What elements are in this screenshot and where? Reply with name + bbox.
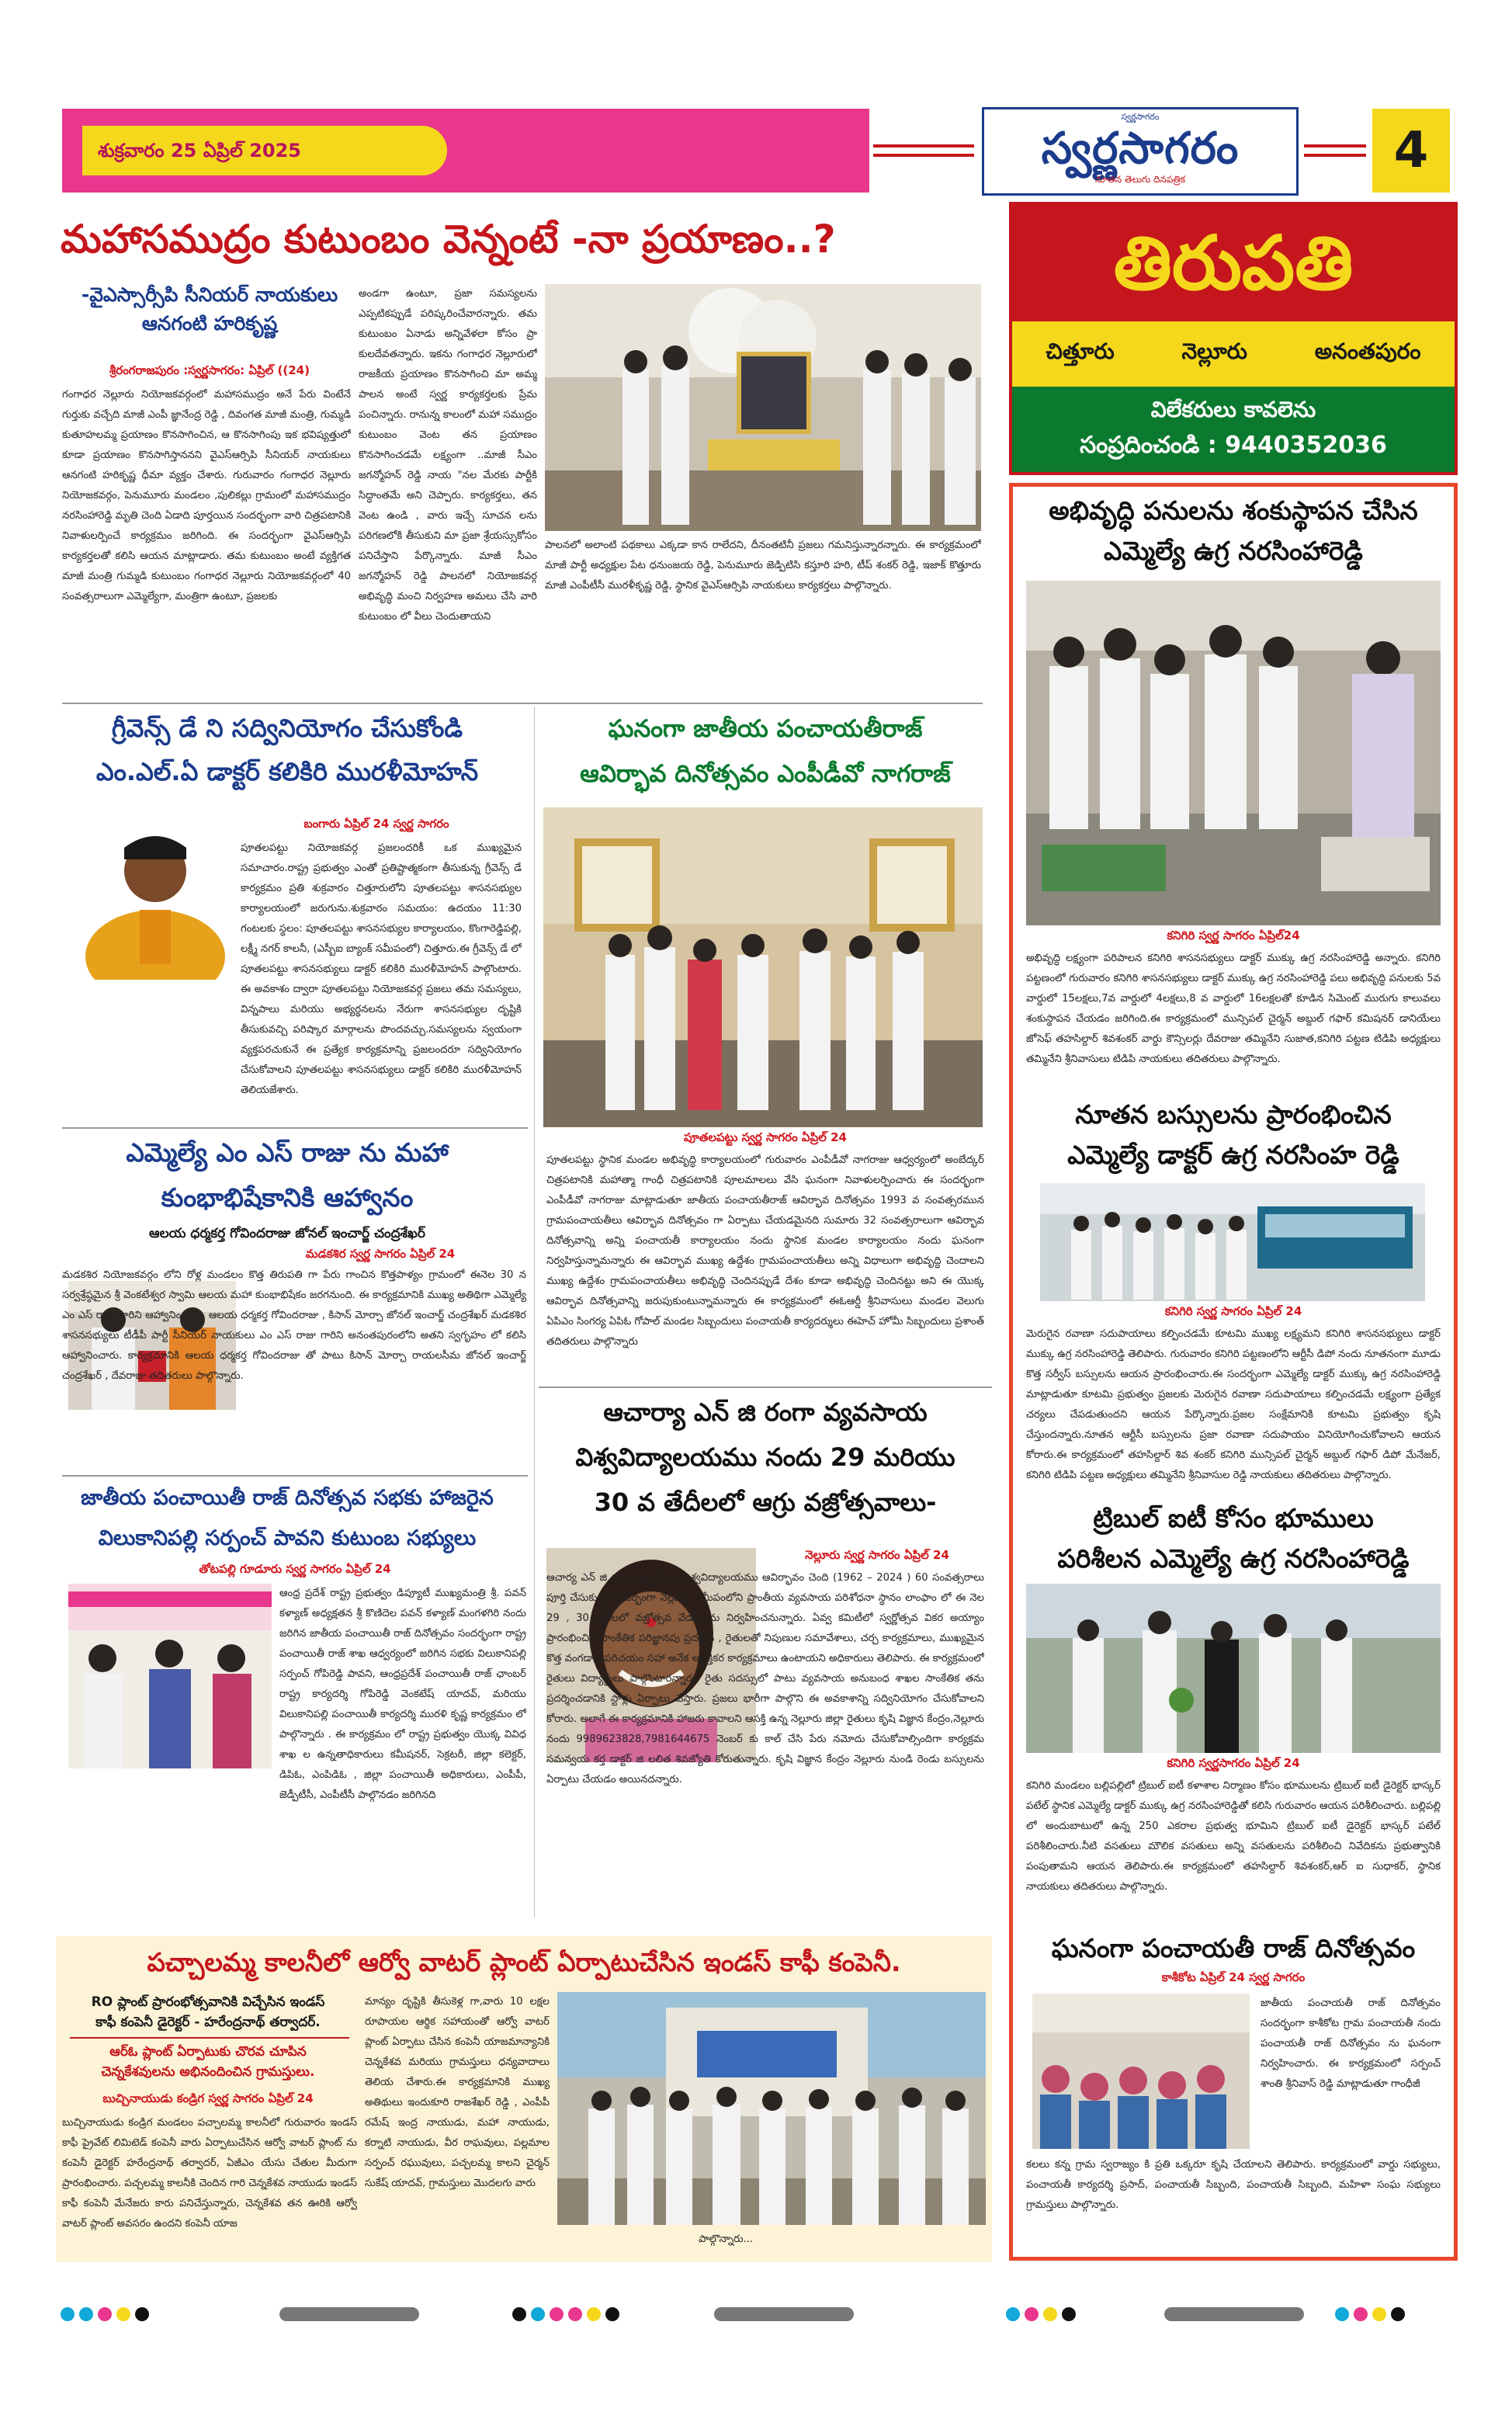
article4-photo: [68, 1584, 272, 1768]
footer-color-marks-end: [1335, 2307, 1410, 2324]
right2-text: మెరుగైన రవాణా సదుపాయాలు కల్పించడమే కూటమి ముఖ్య లక్ష్యమని కనిగిరి శాసనసభ్యులు డాక్టర్ ముక్కు ఉగ్ర నరసింహారెడ్డి తెలిపారు. గురువారం కనిగిరి పట్టణంలోని ఆర్టీసీ డిపో నందు నూతనంగా మూడు కొత్త సర్వీస్ బస్సులను ఆయన ప్రారంభించారు.ఈ సందర్భంగా ఎమ్మెల్యే డాక్టర్ ముక్కు ఉగ్ర నరసింహారెడ్డి మాట్లాడుతూ కూటమి ప్రభుత్వం ప్రజలకు మెరుగైన రవాణా సదుపాయాలు కల్పించడమే లక్ష్యంగా ప్రత్యేక చర్యలు చేపడుతుందని ఆయన పేర్కొన్నారు.ప్రజల సంక్షేమానికి కూటమి ప్రభుత్వం కృషి చేస్తుందన్నారు.నూతన ఆర్టీసీ బస్సులను ప్రజా రవాణా సదుపాయం వినియోగించుకోవాలని ఆయన కోరారు.ఈ కార్యక్రమంలో తహసిల్దార్ శివ శంకర్ కనిగిరి మున్సిపల్ చైర్మన్ అబ్దుల్ గఫార్ డిపో మేనేజర్, కనిగిరి టిడిపి పట్టణ అధ్యక్షులు తమ్మినేని శ్రీనివాసుల రెడ్డి నాయకులు తదితరులు పాల్గొన్నారు.: [1026, 1328, 1441, 1481]
sub-rule: [70, 2037, 349, 2039]
article7-photo: [557, 1992, 986, 2225]
right1-text: అభివృద్ధి లక్ష్యంగా పరిపాలన కనిగిరి శాసనసభ్యులు డాక్టర్ ముక్కు ఉగ్ర నరసింహారెడ్డి అన్నారు. కనిగిరి పట్టణంలో గురువారం కనిగిరి శాసనసభ్యులు డాక్టర్ ముక్కు ఉగ్ర నరసింహారెడ్డి పలు అభివృద్ధి పనులకు 5వ వార్డులో 15లక్షలు,7వ వార్డులో 4లక్షలు,8 వ వార్డులో 16లక్షలతో కూడిన సిమెంట్ మురుగు కాలువలు శంకుస్థాపన చేయడం జరిగింది.ఈ కార్యక్రమంలో మున్సిపల్ చైర్మన్ అబ్దుల్ గఫార్ కమిషనర్ డానియేలు జోసెఫ్ తహసిల్దార్ శివశంకర్ వార్డు కౌన్సిలర్లు దేవరాజు తమ్మినేని సుజాత,కనిగిరి పట్టణ టిడిపి అధ్యక్షులు తమ్మినేని శ్రీనివాసులు టిడిపి నాయకులు తదితరులు పాల్గొన్నారు.: [1026, 953, 1441, 1065]
article5-headline: ఘనంగా జాతీయ పంచాయతీరాజ్ ఆవిర్భావ దినోత్సవం ఎంపీడీవో నాగరాజ్: [580, 715, 951, 788]
page-number-badge: [1372, 109, 1450, 193]
article1-col2: అండగా ఉంటూ, ప్రజా సమస్యలను ఎప్పటికప్పుడే పరిష్కరించేవారన్నారు. తమ కుటుంబం ఏనాడు అన్నివేళలా కోసం ప్రా కులదేవతన్నారు. ఇకను గంగాధర నెల్లూరులో రాజకీయ ప్రయాణం కొనసాగించి మా అమ్మ పాలన అంటే స్వర్ణ కార్యకర్తలకు ప్రేమ పంచిన్నారు. రానున్న కాలంలో మహా సముద్రం కుటుంబం వెంట తన ప్రయాణం కొనసాగించడమే లక్ష్యంగా ..మాజీ సీఎం జగన్మోహన్ రెడ్డి నాయ "నల మేరకు పార్టీకి సిద్ధాంతమే అని చెప్పారు. కార్యకర్తలు, తన వెంట ఉండి , వారు ఇచ్చే సూచన లను పరిగణలోకి తీసుకుని మా ప్రజా శ్రేయస్సుకోసం పనిచేస్తాని పేర్కొన్నారు. మాజీ సీఎం జగన్మోహన్ రెడ్డి పాలనలో నియోజకవర్గ అభివృద్ధి మంచి నిర్వహణ అమలు చేసి వారి కుటుంబం లో వీలు చెందుతాయని: [359, 288, 537, 623]
article1-subhead: -వైఎస్సార్సీపి సీనియర్ నాయకులు ఆనగంటి హరికృష్ణ: [81, 283, 338, 335]
page-number: 4: [1393, 122, 1429, 179]
logo-tagline-top: స్వర్ణసాగరం: [1121, 112, 1160, 122]
article5-photo: [543, 807, 983, 1127]
article7-sub2: ఆర్ఓ ప్లాంట్ ఏర్పాటుకు చొరవ చూపిన చెన్నకేశవులను అభినందించిన గ్రామస్తులు.: [101, 2044, 315, 2080]
article6-dateline: నెల్లూరు స్వర్ణ సాగరం ఏప్రిల్ 24: [805, 1548, 949, 1562]
right2-photo: [1040, 1183, 1425, 1301]
paper-tagline: నూతన తెలుగు దినపత్రిక: [1094, 174, 1186, 185]
right1-dateline: కనిగిరి స్వర్ణ సాగరం ఏప్రిల్24: [1167, 928, 1300, 942]
article2-dateline: బంగారు ఏప్రిల్ 24 స్వర్ణ సాగరం: [303, 817, 449, 831]
article1-headline: మహాసముద్రం కుటుంబం వెన్నంటే -నా ప్రయాణం..?: [61, 217, 836, 262]
right3-text: కనిగిరి మండలం బల్లిపల్లిలో ట్రిబుల్ ఐటీ కళాశాల నిర్మాణం కోసం భూములను ట్రిబుల్ ఐటీ డైరెక్టర్ భాస్కర్ పటేల్ స్థానిక ఎమ్మెల్యే డాక్టర్ ముక్కు ఉగ్ర నరసింహారెడ్డితో కలిసి గురువారం ఆయన పరిశీలించారు. బల్లిపల్లి లో అందుబాటులో ఉన్న 250 ఎకరాల ప్రభుత్వ భూమిని ట్రిబుల్ ఐటీ డైరెక్టర్ భాస్కర్ పటేల్ పరిశీలించారు.నీటి వసతులు మౌలిక వసతులు అన్ని వసతులను పరిశీలించి నివేదికను ప్రభుత్వానికి పంపుతామని ఆయన తెలిపారు.ఈ కార్యక్రమంలో తహసిల్దార్ శివశంకర్,ఆర్ ఐ సుధాకర్, స్థానిక నాయకులు తదితరులు పాల్గొన్నారు.: [1026, 1780, 1441, 1893]
article5-text: పూతలపట్టు స్థానిక మండల అభివృద్ధి కార్యాలయంలో గురువారం ఎంపీడీవో నాగరాజు ఆధ్వర్యంలో అంబేద్కర్ చిత్రపటానికి మహాత్మా గాంధీ చిత్రపటానికి పూలమాలలు వేసి ఘనంగా నివాళులర్పించారు ఈ సందర్భంగా ఎంపీడీవో నాగరాజు మాట్లాడుతూ జాతీయ పంచాయతీరాజ్ ఆవిర్భావ దినోత్సవం 1993 వ సంవత్సరమున గ్రామపంచాయతీలు ఆవిర్భావ దినోత్సవం గా ఏర్పాటు చేయడమైనది సుమారు 32 సంవత్సరాలుగా ఆవిర్భావ దినోత్సవాన్ని అన్ని పంచాయతీ కార్యాలయం నందు స్థానిక మండల కార్యాలయం నందు ఘనంగా నిర్వహిస్తున్నామన్నారు ఈ ఆవిర్భావ ముఖ్య ఉద్దేశం గ్రామపంచాయతీలు అన్ని విధాలుగా అభివృద్ధి చెందాలని ముఖ్య ఉద్దేశం గ్రామపంచాయతీలు అభివృద్ధి చెందినప్పుడే దేశం కూడా అభివృద్ధి చెందినట్టు అని ఈ యొక్క ఆవిర్భావ దినోత్సవాన్ని జరుపుకుంటున్నామన్నారు ఈ కార్యక్రమంలో ఈఓఆర్డీ శ్రీనివాసులు మండల వెలుగు ఏపిఎం సింగర్య ఏపిఓ గోపాల్ మండల సిబ్బందులు పంచాయతీ కార్యదర్శులు ఈహెచ్ హోమీ సిబ్బందులు ప్రశాంత్ తదితరులు పాల్గొన్నారు: [546, 1154, 984, 1348]
article3-dateline: మడకశిర స్వర్ణ సాగరం ఏప్రిల్ 24: [305, 1247, 456, 1261]
masthead-rule: [873, 144, 974, 157]
region-box: [1009, 202, 1458, 475]
right4-headline: ఘనంగా పంచాయతీ రాజ్ దినోత్సవం: [1051, 1933, 1416, 1963]
reporters-wanted: విలేకరులు కావలెను: [1150, 397, 1316, 422]
divider-1: [62, 703, 983, 704]
district-2: నెల్లూరు: [1181, 338, 1247, 364]
issue-date: శుక్రవారం 25 ఏప్రిల్ 2025: [98, 140, 301, 161]
divider-4: [539, 1387, 992, 1388]
footer-bar-1: [279, 2307, 419, 2321]
article4-text: ఆంధ్ర ప్రదేశ్ రాష్ట్ర ప్రభుత్వం డిప్యూటీ ముఖ్యమంత్రి శ్రీ. పవన్ కళ్యాణ్ అధ్యక్షతన శ్రీ కొణిదెల పవన్ కళ్యాణ్ మంగళగిరి నందు జరిగిన జాతీయ పంచాయితీ రాజ్ దినోత్సవం సందర్భంగా రాష్ట్ర పంచాయితీ రాజ్ శాఖ ఆధ్వర్యంలో జరిగిన సభకు విలుకానిపల్లి సర్పంచ్ గోపిరెడ్డి పావని, ఆంధ్రప్రదేశ్ పంచాయితీ రాజ్ ఛాంబర్ రాష్ట్ర కార్యదర్శి గోపిరెడ్డి వెంకటేష్ యాదవ్, మరియు విలుకానిపల్లి పంచాయితీ కార్యదర్శి మురళి కృష్ణ కార్యక్రమం లో పాల్గొన్నారు . ఈ కార్యక్రమం లో రాష్ట్ర ప్రభుత్వం యొక్క వివిధ శాఖ ల ఉన్నతాధికారులు కమీషనర్, సెక్రటరీ, జిల్లా కలెక్టర్, డిపిఓ, ఎంపిడిఓ , జిల్లా పంచాయితీ అధికారులు, ఎంపీపీ, జెడ్పీటీసీ, ఎంపీటీసీ పాల్గొనడం జరిగినది: [279, 1588, 526, 1801]
contact-number: సంప్రదించండి : 9440352036: [1080, 432, 1387, 459]
article3-headline: ఎమ్మెల్యే ఎం ఎస్ రాజు ను మహా కుంభాభిషేకానికి ఆహ్వానం: [126, 1137, 449, 1213]
masthead-date-bar: [62, 109, 869, 193]
article7-sub1: RO ప్లాంట్ ప్రారంభోత్సవానికి విచ్చేసిన ఇండస్ కాఫీ కంపెనీ డైరెక్టర్ - హరేంద్రనాథ్ తర్వాదర్.: [91, 1994, 325, 2030]
right4-dateline: కాశీకోట ఏప్రిల్ 24 స్వర్ణ సాగరం: [1161, 1970, 1306, 1984]
article7-headline: పచ్చాలమ్మ కాలనీలో ఆర్వో వాటర్ ప్లాంట్ ఏర్పాటుచేసిన ఇండస్ కాఫీ కంపెనీ.: [147, 1947, 901, 1977]
right4-text-narrow: జాతీయ పంచాయతీ రాజ్ దినోత్సవం సందర్భంగా కాశీకోట గ్రామ పంచాయతీ నందు పంచాయతీ రాజ్ దినోత్సవం ను ఘనంగా నిర్వహించారు. ఈ కార్యక్రమంలో సర్పంచ్ శాంతి శ్రీనివాస్ రెడ్డి మాట్లాడుతూ గాంధీజీ: [1261, 1997, 1441, 2090]
article1-col1: గంగాధర నెల్లూరు నియోజకవర్గంలో మహాసముద్రం అనే పేరు వింటేనే గుర్తుకు వచ్చేది మాజీ ఎంపీ జ్ఞానేంద్ర రెడ్డి , దివంగత మాజీ మంత్రి, గుమ్మడి కుతూహలమ్మ ప్రయాణం కొనసాగించిన, ఆ కొనసాగింపు ఇక భవిష్యత్తులో కూడా ప్రయాణం కొనసాగిస్తాననని వైఎస్ఆర్సిపి సీనియర్ నాయకులు ఆనగంటి హరికృష్ణ ధీమా వ్యక్తం చేశారు. గురువారం గంగాధర నెల్లూరు నియోజకవర్గం, పెనుమూరు మండలం ,పులికల్లు గ్రామంలో మహాసముద్రం నరసింహారెడ్డి మృతి చెంది ఏడాది పూర్తయిన సందర్భంగా వారి చిత్రపటానికి నివాళులర్పించే కార్యక్రమం జరిగింది. ఈ సందర్భంగా వైఎస్ఆర్సిపి కార్యకర్తలతో కలిసి ఆయన మాట్లాడారు. తమ కుటుంబం అంటే వ్యక్తిగత మాజీ మంత్రి గుమ్మడి కుటుంబం గంగాధర నెల్లూరు నియోజకవర్గంలో 40 సంవత్సరాలుగా ఎమ్మెల్యేగా, మంత్రిగా ఉంటూ, ప్రజలకు: [62, 389, 351, 602]
footer-bar-2: [714, 2307, 854, 2321]
divider-2: [62, 1127, 528, 1129]
article6-text: ఆచార్య ఎన్ జి రంగా వ్యవసాయ విశ్వవిద్యాలయము ఆవిర్భావం చెంది (1962 – 2024 ) 60 సంవత్సరాలు పూర్తి చేసుకున్న సందర్భంగా నెల్లూరు సమీపంలోని ప్రాంతీయ వ్యవసాయ పరిశోధనా స్థానం లాంఫాం లో ఈ నెల 29 , 30 తేదీలలో వజ్రోత్సవ వేడుకలను నిర్వహించనున్నారు. ఏవ్వ కమిటీలో స్వర్ణోత్సవ వికర అయ్యాం ప్రారంభించిన సాంకేతిక పరిజ్ఞానపు ప్రదర్శన , రైతులతో నిపుణుల సమావేశాలు, చర్చ కార్యక్రమాలు, ముఖ్యమైన కొత్త వంగడాల పరిచయం సహా అనేక ఆసక్తికర కార్యక్రమాలు ఉంటాయని అధికారులు తెలిపారు. ఈ కార్యక్రమంలో రైతులు విద్యార్థులు పాల్గొంటారన్నారు. రైతు సదస్సులో పాటు వ్యవసాయ అనుబంధ శాఖల సాంకేతిక తను ప్రదర్శించడానికి స్టాళ్లు ఏర్పాటు చేస్తారు. ప్రజలు భారీగా పాల్గొని ఈ అవకాశాన్ని సద్వినియోగం చేసుకోవాలని కోరారు. అలాగే ఈ కార్యక్రమానికి హాజరు కావాలని ఆసక్తి ఉన్న నెల్లూరు జిల్లా రైతులు కృషి విజ్ఞాన కేంద్రం,నెల్లూరు నందు 9989623828,7981644675 నెంబర్ కు కాల్ చేసి పేరు నమోదు చేసుకోవాల్సిందిగా కార్యక్రమ సమన్వయ కర్త డాక్టర్ జి లలిత శివజ్యోతి కోరుతున్నారు. కృషి విజ్ఞాన కేంద్రం నెల్లూరు నుండి రెండు బస్సులను ఏర్పాటు చేయడం అయినదన్నారు.: [546, 1572, 984, 1786]
article3-subhead: ఆలయ ధర్మకర్త గోవిందరాజు జోనల్ ఇంచార్జ్ చంద్రశేఖర్: [149, 1226, 425, 1241]
article6-headline: ఆచార్యా ఎన్ జి రంగా వ్యవసాయ విశ్వవిద్యాలయము నందు 29 మరియు 30 వ తేదీలలో ఆగ్రు వజ్రోత్సవాలు-: [575, 1397, 955, 1517]
right3-dateline: కనిగిరి స్వర్ణసాగరం ఏప్రిల్ 24: [1167, 1756, 1300, 1770]
footer-color-marks-right: [1006, 2307, 1080, 2324]
article4-headline: జాతీయ పంచాయితీ రాజ్ దినోత్సవ సభకు హాజరైన విలుకానిపల్లి సర్పంచ్ పావని కుటుంబ సభ్యులు: [81, 1486, 494, 1550]
article7-col3: పాల్గొన్నారు...: [699, 2233, 754, 2245]
footer-bar-3: [1164, 2307, 1304, 2321]
right2-dateline: కనిగిరి స్వర్ణ సాగరం ఏప్రిల్ 24: [1164, 1304, 1302, 1318]
article2-photo: [78, 817, 233, 980]
right1-headline: అభివృద్ధి పనులను శంకుస్థాపన చేసిన ఎమ్మెల్యే ఉగ్ర నరసింహారెడ్డి: [1049, 495, 1418, 566]
region-title: తిరుపతి: [1113, 220, 1354, 307]
paper-name: స్వర్ణసాగరం: [1041, 123, 1240, 174]
right3-photo: [1026, 1584, 1441, 1753]
district-1: చిత్తూరు: [1046, 338, 1115, 364]
district-3: అనంతపురం: [1314, 338, 1421, 364]
footer-color-marks-left: [61, 2307, 154, 2324]
masthead-rule-right: [1304, 144, 1366, 157]
article3-text: మడకశిర నియోజకవర్గం లోని రోళ్ల మండలం కొత్త తిరుపతి గా పేరు గాంచిన కొత్తపాళ్యం గ్రామంలో ఈనెల 30 న సర్వశ్రేష్ఠమైన శ్రీ వెంకటేశ్వర స్వామి ఆలయ మహా కుంభాభిషేకం జరగనుంది. ఈ కార్యక్రమానికి ముఖ్య అతిథిగా ఎమ్మెల్యే ఎం ఎస్ రాజు గారిని ఆహ్వానించారు. ఆలయ ధర్మకర్త గోవిందరాజు , కిసాన్ మోర్చా జోనల్ ఇంచార్జ్ చంద్రశేఖర్ మడకశిర శాసనసభ్యులు టీడీపీ పార్టీ సీనియర్ నాయకులు ఎం ఎస్ రాజు గారిని అనంతపురంలోని అతని స్వగృహం లో కలిసి ఆహ్వానించారు. కార్యక్రమానికి ఆలయ ధర్మకర్త గోవిందరాజు తో పాటు కిసాన్ మోర్చా రాయలసీమ జోనల్ ఇంచార్జ్ చంద్రశేఖర్ , దేవరాజు తదితరులు పాల్గొన్నారు.: [62, 1269, 526, 1382]
right4-text-wide: కలలు కన్న గ్రామ స్వరాజ్యం కి ప్రతి ఒక్కరూ కృషి చేయాలని తెలిపారు. కార్యక్రమంలో వార్డు సభ్యులు, పంచాయతీ కార్యదర్శి ప్రసాద్, పంచాయతీ సిబ్బంది, పంచాయతీ సిబ్బంది, మహిళా సంఘ సభ్యులు గ్రామస్తులు పాల్గొన్నారు.: [1026, 2159, 1441, 2211]
article5-dateline: పూతలపట్టు స్వర్ణ సాగరం ఏప్రిల్ 24: [684, 1130, 847, 1144]
right2-headline: నూతన బస్సులను ప్రారంభించిన ఎమ్మెల్యే డాక్టర్ ఉగ్ర నరసింహ రెడ్డి: [1067, 1099, 1399, 1170]
right1-photo: [1026, 581, 1441, 925]
newspaper-logo: [982, 107, 1299, 196]
article7-dateline: బుచ్చినాయుడు కండ్రిగ స్వర్ణ సాగరం ఏప్రిల్ 24: [102, 2091, 314, 2105]
article1-col3: పాలనలో అలాంటి పథకాలు ఎక్కడా కాన రాలేదని, దీనంతటినీ ప్రజలు గమనిస్తున్నారన్నారు. ఈ కార్యక్రమంలో మాజీ పార్టీ అధ్యక్షుల పేట ధనుంజయ రెడ్డి, పెనుమూరు జెడ్పిటిసి కస్తూరి హరి, టీప్ శంకర్ రెడ్డి, ఇజాక్ కొత్తూరు మాజీ ఎంపీటీసీ మురళీకృష్ణ రెడ్డి, స్థానిక వైఎస్ఆర్సిపి నాయకులు కార్యకర్తలు పాల్గొన్నారు.: [545, 540, 981, 592]
footer-color-marks-mid: [512, 2307, 624, 2324]
article1-dateline: శ్రీరంగరాజపురం :స్వర్ణసాగరం: ఏప్రిల్ ((24): [109, 363, 310, 377]
article1-photo: [545, 284, 981, 531]
right4-photo: [1032, 1994, 1250, 2149]
article7-col2: మాన్యం దృష్టికి తీసుకెళ్ల గా,వారు 10 లక్షల రూపాయల ఆర్థిక సహాయంతో ఆర్వో వాటర్ ప్లాంట్ ఏర్పాటు చేసిన కంపెనీ యాజమాన్యానికి చెన్నకేశవ మరియు గ్రామస్తులు ధన్యవాదాలు తెలియ చేశారు.ఈ కార్యక్రమానికి ముఖ్య అతిథులు ఇందుకూరి రాజశేఖర్ రెడ్డి , ఎంపీపీ రమేష్ ఇంద్ర నాయుడు, మహా నాయుడు, కర్నాటి నాయుడు, వీర రాఘవులు, పల్లమాల సర్పంచ్ రఘువులు, పచ్చలమ్మ కాలని చైర్మన్ సుకేష్ యాదవ్, గ్రామస్తులు మొదలగు వారు: [365, 1996, 550, 2189]
article7-col1: బుచ్చినాయుడు కండ్రిగ మండలం పచ్చాలమ్మ కాలనీలో గురువారం ఇండస్ కాఫీ ప్రైవేట్ లిమిటెడ్ కంపెనీ వారు ఏర్పాటుచేసిన ఆర్వో వాటర్ ప్లాంట్ ను కంపెనీ డైరెక్టర్ హరేంద్రనాథ్ తర్వాదర్, ఏజీఎం యేసు చేతుల మీదుగా ప్రారంభించారు. పచ్చలమ్మ కాలనీకి చెందిన గారి చెన్నకేశవ నాయుడు ఇండస్ కాఫీ కంపెనీ మేనేజరు కారు పనిచేస్తున్నారు, చెన్నకేశవ తన ఊరికి ఆర్వో వాటర్ ప్లాంట్ అవసరం ఉందని కంపెనీ యాజ: [62, 2117, 357, 2230]
right3-headline: ట్రిబుల్ ఐటీ కోసం భూములు పరిశీలన ఎమ్మెల్యే ఉగ్ర నరసింహారెడ్డి: [1057, 1503, 1410, 1574]
col-rule-mid: [534, 706, 535, 1918]
article4-dateline: తోటపల్లి గూడూరు స్వర్ణ సాగరం ఏప్రిల్ 24: [199, 1562, 391, 1576]
article2-text: పూతలపట్టు నియోజకవర్గ ప్రజలందరికీ ఒక ముఖ్యమైన సమాచారం.రాష్ట్ర ప్రభుత్వం ఎంతో ప్రతిష్టాత్మకంగా తీసుకున్న గ్రీవెన్స్ డే కార్యక్రమం ప్రతి శుక్రవారం చిత్తూరులోని పూతలపట్టు శాసనసభ్యుల కార్యాలయంలో జరుగును.శుక్రవారం సమయం: ఉదయం 11:30 గంటలకు స్థలం: పూతలపట్టు శాసనసభ్యుల కార్యాలయం, కొంగారెడ్డిపల్లి, లక్ష్మీ నగర్ కాలనీ, (ఎస్బీఐ బ్యాంక్ సమీపంలో) చిత్తూరు.ఈ గ్రీవెన్స్ డే లో పూతలపట్టు శాసనసభ్యులు డాక్టర్ కలికిరి మురళీమోహన్ పాల్గొంటారు. ఈ అవకాశం ద్వారా పూతలపట్టు నియోజకవర్గ ప్రజలు తమ సమస్యలు, విన్నపాలు మరియు అభ్యర్థనలను నేరుగా శాసనసభ్యుల దృష్టికి తీసుకువచ్చి పరిష్కార మార్గాలను పొందవచ్చు.సమస్యలను స్వయంగా వ్యక్తపరచుకునే ఈ ప్రత్యేక కార్యక్రమాన్ని ప్రజలందరూ సద్వినియోగం చేసుకోవాలని పూతలపట్టు శాసనసభ్యులు డాక్టర్ కలికిరి మురళీమోహన్ తెలియజేశారు.: [241, 842, 522, 1096]
divider-3: [62, 1475, 528, 1477]
article2-headline: గ్రీవెన్స్ డే ని సద్వినియోగం చేసుకోండి ఎం.ఎల్.ఏ డాక్టర్ కలికిరి మురళీమోహన్: [95, 713, 479, 786]
